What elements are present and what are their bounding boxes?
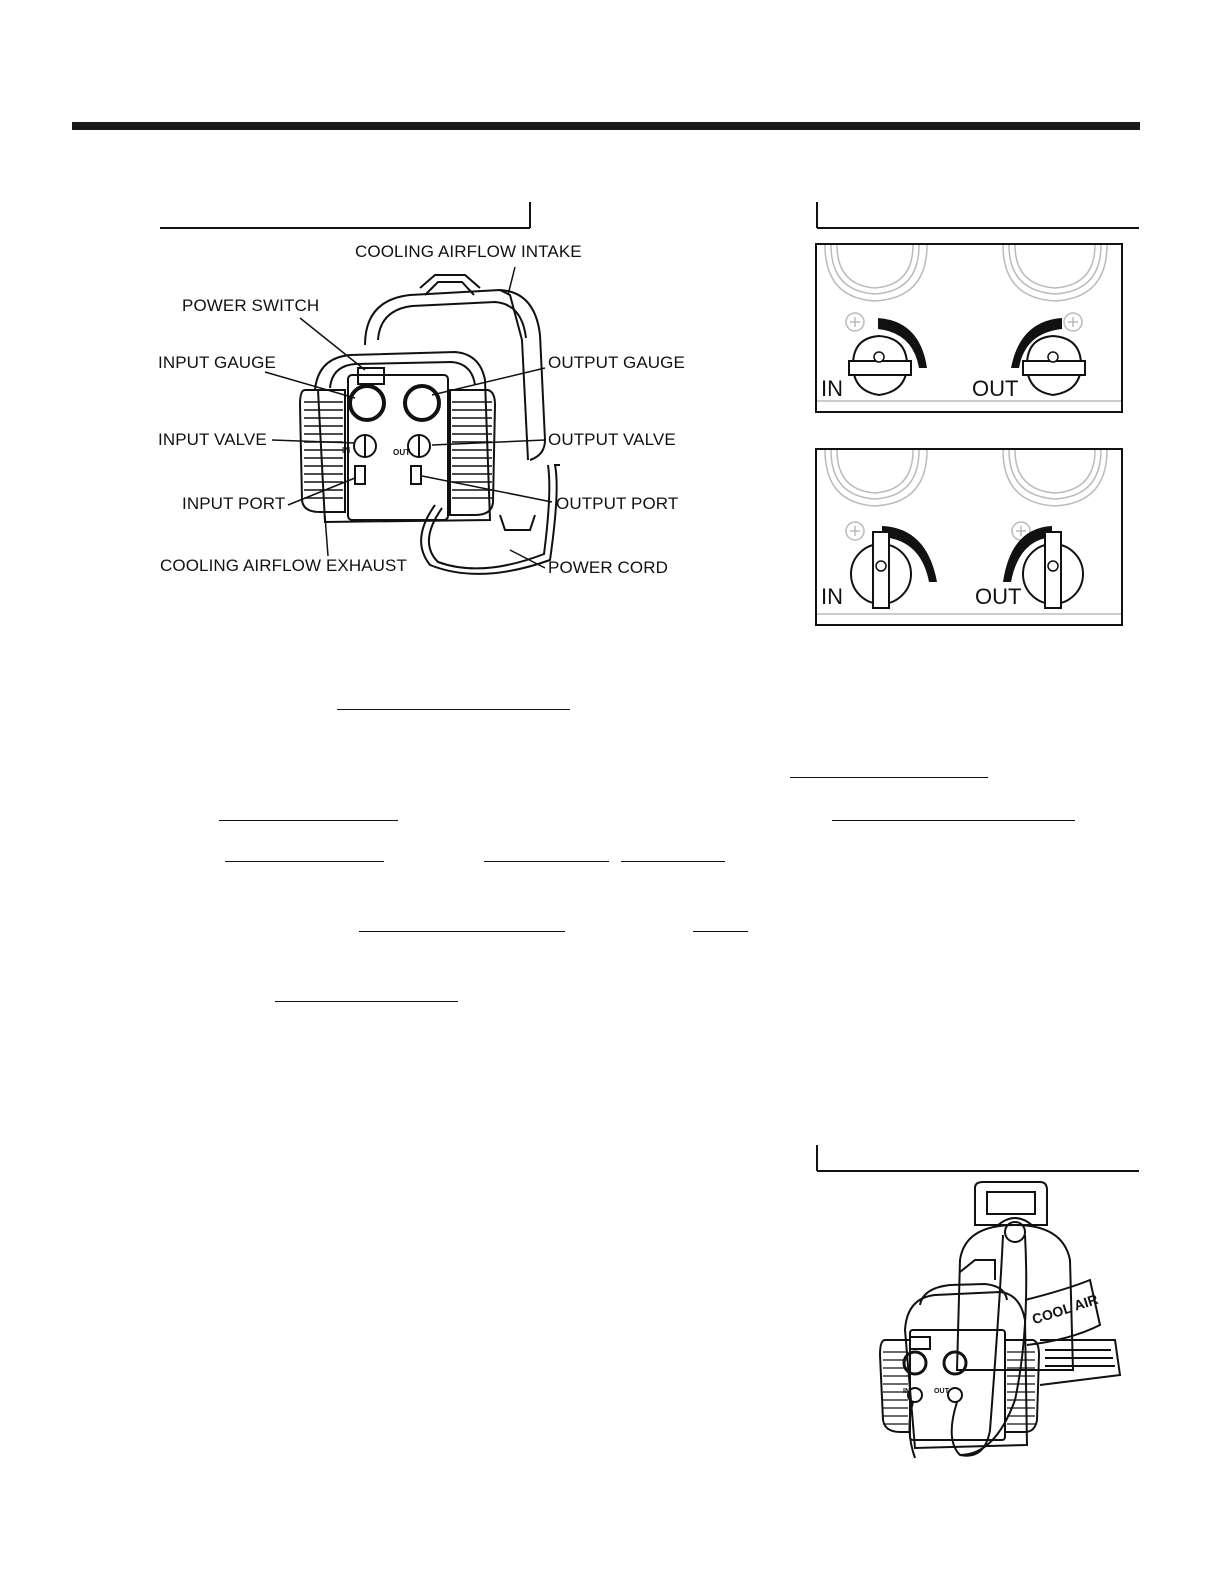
bottom-panel-out-label: OUT	[975, 584, 1022, 609]
underline-8	[359, 931, 565, 932]
callout-power-cord: POWER CORD	[548, 558, 668, 577]
underline-10	[275, 1001, 458, 1002]
underline-7	[621, 861, 725, 862]
fig3-panel-out-label: OUT	[934, 1388, 950, 1395]
panel-in-label: IN	[342, 446, 351, 455]
callout-input-gauge: INPUT GAUGE	[158, 353, 276, 372]
callout-cooling-airflow-exhaust: COOLING AIRFLOW EXHAUST	[160, 556, 407, 575]
header-rule	[72, 122, 1140, 130]
underline-1	[337, 709, 570, 710]
underline-6	[484, 861, 609, 862]
panel-out-label: OUT	[393, 448, 411, 457]
figure2-title-bracket	[815, 200, 1141, 230]
callout-input-port: INPUT PORT	[182, 494, 286, 513]
figure1-title-bracket	[158, 200, 534, 230]
top-panel-out-label: OUT	[972, 376, 1019, 401]
callout-cooling-airflow-intake: COOLING AIRFLOW INTAKE	[355, 242, 582, 261]
underline-3	[219, 820, 398, 821]
callout-power-switch: POWER SWITCH	[182, 296, 320, 315]
underline-2	[790, 777, 988, 778]
valve-panel-bottom	[815, 448, 1123, 626]
tank-brand-label: COOL AIR	[1030, 1290, 1101, 1328]
bottom-panel-in-label: IN	[821, 584, 843, 609]
valve-panel-top	[815, 243, 1123, 413]
fig3-panel-in-label: IN	[903, 1388, 911, 1395]
machine-illustration	[150, 240, 710, 600]
top-panel-in-label: IN	[821, 376, 843, 401]
callout-output-gauge: OUTPUT GAUGE	[548, 353, 685, 372]
tank-illustration	[865, 1180, 1135, 1460]
underline-5	[225, 861, 384, 862]
figure3-title-bracket	[815, 1143, 1141, 1173]
callout-input-valve: INPUT VALVE	[158, 430, 267, 449]
callout-output-valve: OUTPUT VALVE	[548, 430, 676, 449]
underline-9	[693, 931, 748, 932]
underline-4	[832, 820, 1075, 821]
callout-output-port: OUTPUT PORT	[556, 494, 679, 513]
